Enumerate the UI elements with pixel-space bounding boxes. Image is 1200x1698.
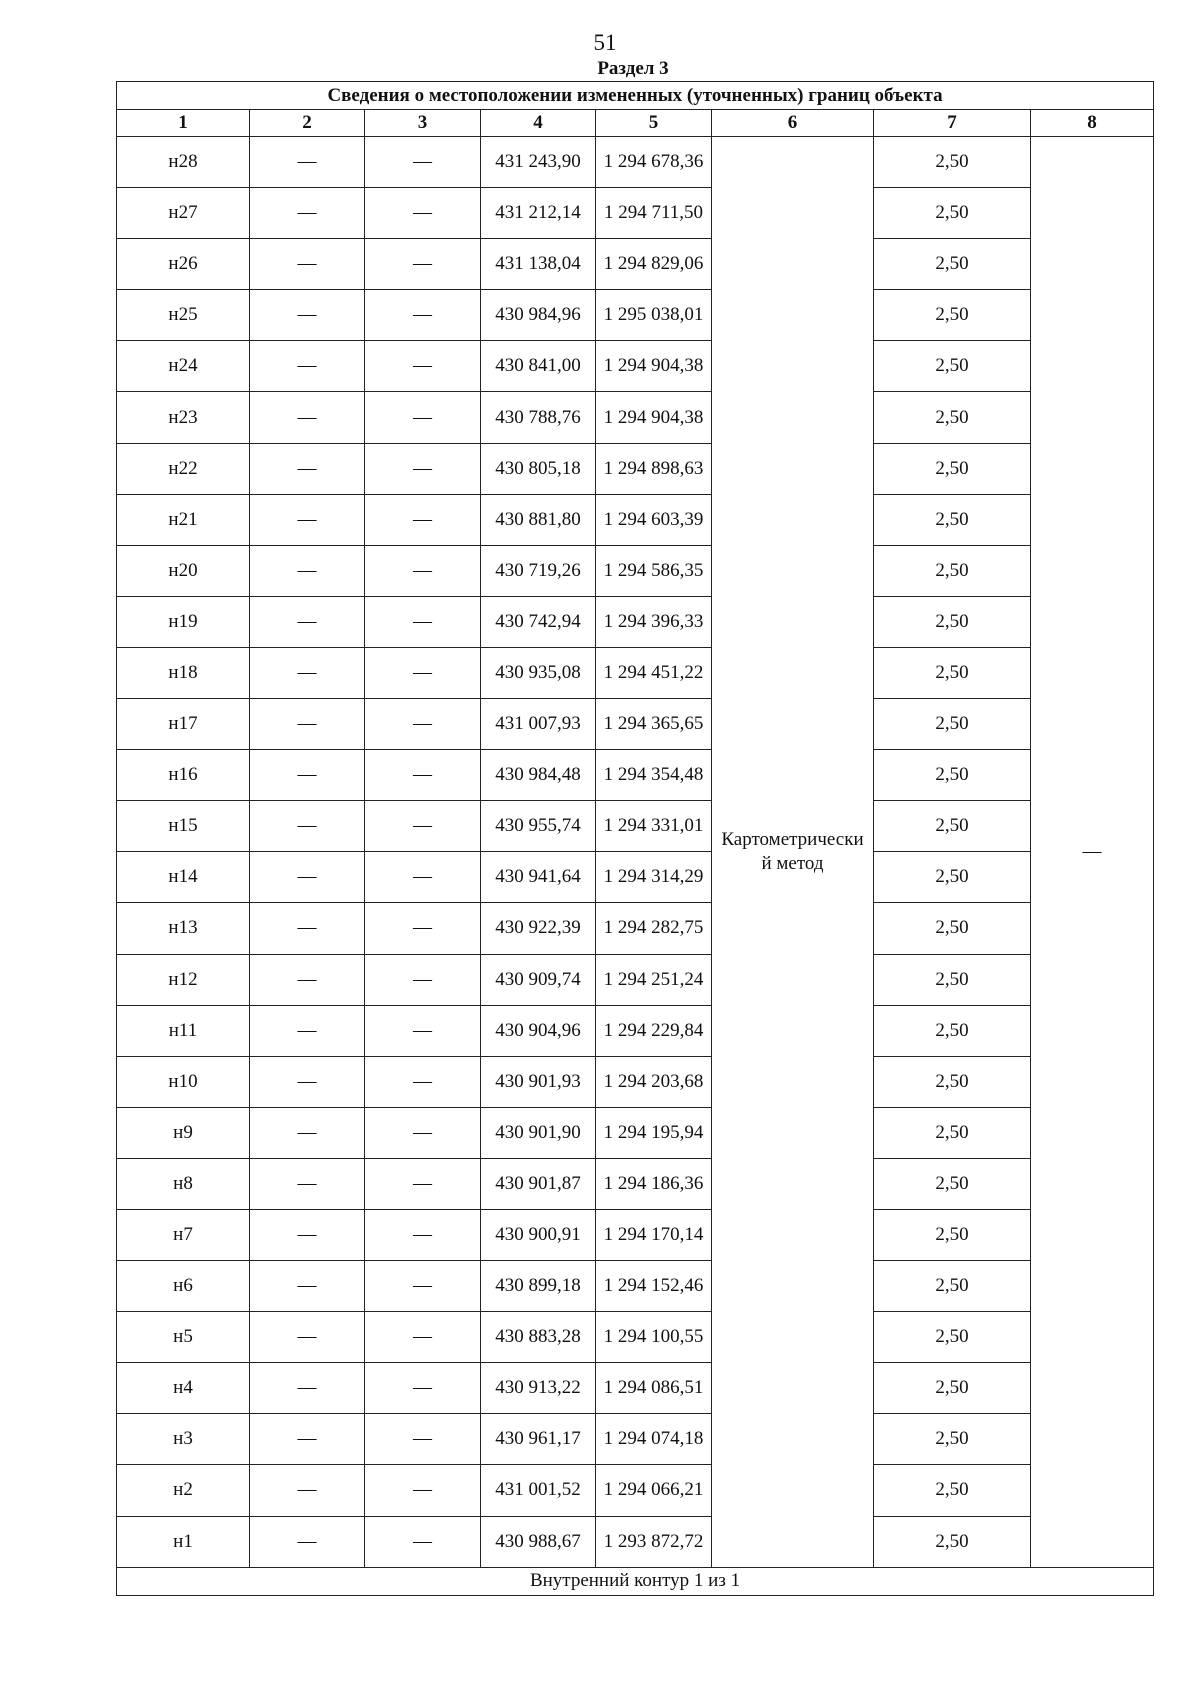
y-coordinate-cell: 1 294 829,06 [596,239,712,290]
point-name-cell: н9 [117,1107,250,1158]
point-name-cell: н3 [117,1414,250,1465]
y-coordinate-cell: 1 294 186,36 [596,1158,712,1209]
section-title: Раздел 3 [597,58,669,79]
col3-cell: — [365,341,481,392]
method-cell: Картометрически й метод [712,137,874,1568]
accuracy-cell: 2,50 [874,188,1031,239]
point-name-cell: н11 [117,1005,250,1056]
col2-cell: — [250,494,365,545]
accuracy-cell: 2,50 [874,699,1031,750]
point-name-cell: н27 [117,188,250,239]
accuracy-cell: 2,50 [874,852,1031,903]
y-coordinate-cell: 1 294 282,75 [596,903,712,954]
accuracy-cell: 2,50 [874,137,1031,188]
x-coordinate-cell: 430 941,64 [481,852,596,903]
x-coordinate-cell: 431 212,14 [481,188,596,239]
table-row [117,596,1154,647]
accuracy-cell: 2,50 [874,1414,1031,1465]
accuracy-cell: 2,50 [874,1465,1031,1516]
point-name-cell: н17 [117,699,250,750]
accuracy-cell: 2,50 [874,1107,1031,1158]
accuracy-cell: 2,50 [874,1312,1031,1363]
col2-cell: — [250,188,365,239]
x-coordinate-cell: 430 901,93 [481,1056,596,1107]
point-name-cell: н20 [117,545,250,596]
accuracy-cell: 2,50 [874,647,1031,698]
col2-cell: — [250,392,365,443]
col2-cell: — [250,750,365,801]
point-name-cell: н23 [117,392,250,443]
x-coordinate-cell: 430 841,00 [481,341,596,392]
point-name-cell: н10 [117,1056,250,1107]
table-row [117,341,1154,392]
x-coordinate-cell: 431 138,04 [481,239,596,290]
point-name-cell: н24 [117,341,250,392]
table-row [117,290,1154,341]
x-coordinate-cell: 430 742,94 [481,596,596,647]
table-footer: Внутренний контур 1 из 1 [117,1567,1154,1595]
accuracy-cell: 2,50 [874,341,1031,392]
col3-cell: — [365,699,481,750]
table-row [117,699,1154,750]
column-number-7: 7 [874,110,1031,137]
page-number: 51 [593,30,617,55]
col3-cell: — [365,1209,481,1260]
x-coordinate-cell: 431 007,93 [481,699,596,750]
point-name-cell: н13 [117,903,250,954]
column-number-4: 4 [481,110,596,137]
col3-cell: — [365,137,481,188]
column-number-row [117,110,1154,137]
x-coordinate-cell: 430 899,18 [481,1261,596,1312]
column-number-8: 8 [1031,110,1154,137]
table-row [117,188,1154,239]
col3-cell: — [365,750,481,801]
y-coordinate-cell: 1 294 229,84 [596,1005,712,1056]
col2-cell: — [250,443,365,494]
y-coordinate-cell: 1 294 074,18 [596,1414,712,1465]
col3-cell: — [365,954,481,1005]
table-row [117,1414,1154,1465]
col3-cell: — [365,1005,481,1056]
point-name-cell: н16 [117,750,250,801]
col2-cell: — [250,1363,365,1414]
x-coordinate-cell: 430 788,76 [481,392,596,443]
y-coordinate-cell: 1 294 100,55 [596,1312,712,1363]
accuracy-cell: 2,50 [874,392,1031,443]
table-row [117,1107,1154,1158]
x-coordinate-cell: 430 913,22 [481,1363,596,1414]
col2-cell: — [250,903,365,954]
y-coordinate-cell: 1 294 152,46 [596,1261,712,1312]
x-coordinate-cell: 430 900,91 [481,1209,596,1260]
col2-cell: — [250,1414,365,1465]
x-coordinate-cell: 430 922,39 [481,903,596,954]
col2-cell: — [250,1465,365,1516]
col2-cell: — [250,1312,365,1363]
table-row [117,1005,1154,1056]
table-row [117,1516,1154,1567]
y-coordinate-cell: 1 294 331,01 [596,801,712,852]
col3-cell: — [365,1158,481,1209]
y-coordinate-cell: 1 294 603,39 [596,494,712,545]
y-coordinate-cell: 1 294 904,38 [596,392,712,443]
y-coordinate-cell: 1 294 904,38 [596,341,712,392]
table-row [117,1363,1154,1414]
x-coordinate-cell: 430 719,26 [481,545,596,596]
point-name-cell: н1 [117,1516,250,1567]
column-number-1: 1 [117,110,250,137]
accuracy-cell: 2,50 [874,239,1031,290]
point-name-cell: н25 [117,290,250,341]
x-coordinate-cell: 430 805,18 [481,443,596,494]
column-number-6: 6 [712,110,874,137]
col3-cell: — [365,392,481,443]
x-coordinate-cell: 430 881,80 [481,494,596,545]
accuracy-cell: 2,50 [874,801,1031,852]
x-coordinate-cell: 430 909,74 [481,954,596,1005]
col3-cell: — [365,239,481,290]
x-coordinate-cell: 430 901,87 [481,1158,596,1209]
table-row [117,443,1154,494]
x-coordinate-cell: 430 984,96 [481,290,596,341]
col3-cell: — [365,1056,481,1107]
table-row [117,239,1154,290]
y-coordinate-cell: 1 293 872,72 [596,1516,712,1567]
col2-cell: — [250,954,365,1005]
table-row [117,954,1154,1005]
y-coordinate-cell: 1 294 365,65 [596,699,712,750]
table-row [117,1209,1154,1260]
table-row [117,647,1154,698]
table-row [117,1056,1154,1107]
col3-cell: — [365,1363,481,1414]
col3-cell: — [365,443,481,494]
col3-cell: — [365,1516,481,1567]
col3-cell: — [365,801,481,852]
x-coordinate-cell: 431 243,90 [481,137,596,188]
col3-cell: — [365,188,481,239]
y-coordinate-cell: 1 295 038,01 [596,290,712,341]
table-row [117,1312,1154,1363]
col2-cell: — [250,1209,365,1260]
col2-cell: — [250,290,365,341]
accuracy-cell: 2,50 [874,1056,1031,1107]
y-coordinate-cell: 1 294 586,35 [596,545,712,596]
point-name-cell: н22 [117,443,250,494]
point-name-cell: н14 [117,852,250,903]
table-row [117,852,1154,903]
table-row [117,1158,1154,1209]
col2-cell: — [250,1107,365,1158]
x-coordinate-cell: 431 001,52 [481,1465,596,1516]
x-coordinate-cell: 430 955,74 [481,801,596,852]
accuracy-cell: 2,50 [874,1261,1031,1312]
col2-cell: — [250,137,365,188]
col2-cell: — [250,1056,365,1107]
table-row [117,392,1154,443]
x-coordinate-cell: 430 901,90 [481,1107,596,1158]
point-name-cell: н12 [117,954,250,1005]
point-name-cell: н15 [117,801,250,852]
point-name-cell: н28 [117,137,250,188]
table-row [117,494,1154,545]
y-coordinate-cell: 1 294 678,36 [596,137,712,188]
col3-cell: — [365,494,481,545]
table-row [117,1261,1154,1312]
y-coordinate-cell: 1 294 066,21 [596,1465,712,1516]
accuracy-cell: 2,50 [874,750,1031,801]
col2-cell: — [250,852,365,903]
accuracy-cell: 2,50 [874,1516,1031,1567]
point-name-cell: н19 [117,596,250,647]
col3-cell: — [365,1261,481,1312]
column-number-3: 3 [365,110,481,137]
accuracy-cell: 2,50 [874,494,1031,545]
col3-cell: — [365,1465,481,1516]
point-name-cell: н5 [117,1312,250,1363]
col2-cell: — [250,1158,365,1209]
table-title: Сведения о местоположении измененных (уточненных) границ объекта [117,82,1154,110]
col3-cell: — [365,290,481,341]
accuracy-cell: 2,50 [874,290,1031,341]
x-coordinate-cell: 430 984,48 [481,750,596,801]
accuracy-cell: 2,50 [874,1005,1031,1056]
table-row [117,137,1154,188]
col3-cell: — [365,1107,481,1158]
col2-cell: — [250,596,365,647]
point-name-cell: н26 [117,239,250,290]
y-coordinate-cell: 1 294 711,50 [596,188,712,239]
point-name-cell: н21 [117,494,250,545]
x-coordinate-cell: 430 904,96 [481,1005,596,1056]
accuracy-cell: 2,50 [874,1209,1031,1260]
accuracy-cell: 2,50 [874,1363,1031,1414]
x-coordinate-cell: 430 961,17 [481,1414,596,1465]
point-name-cell: н2 [117,1465,250,1516]
y-coordinate-cell: 1 294 170,14 [596,1209,712,1260]
y-coordinate-cell: 1 294 451,22 [596,647,712,698]
col2-cell: — [250,545,365,596]
accuracy-cell: 2,50 [874,954,1031,1005]
x-coordinate-cell: 430 883,28 [481,1312,596,1363]
point-name-cell: н4 [117,1363,250,1414]
table-body [117,137,1154,1568]
accuracy-cell: 2,50 [874,1158,1031,1209]
col2-cell: — [250,801,365,852]
accuracy-cell: 2,50 [874,545,1031,596]
col8-cell: — [1031,137,1154,1568]
y-coordinate-cell: 1 294 195,94 [596,1107,712,1158]
point-name-cell: н18 [117,647,250,698]
y-coordinate-cell: 1 294 314,29 [596,852,712,903]
y-coordinate-cell: 1 294 354,48 [596,750,712,801]
table-row [117,903,1154,954]
point-name-cell: н8 [117,1158,250,1209]
col3-cell: — [365,903,481,954]
col2-cell: — [250,1516,365,1567]
boundary-coordinates-table [116,81,1154,1596]
column-number-2: 2 [250,110,365,137]
x-coordinate-cell: 430 935,08 [481,647,596,698]
col2-cell: — [250,1005,365,1056]
table-row [117,750,1154,801]
accuracy-cell: 2,50 [874,903,1031,954]
col3-cell: — [365,852,481,903]
point-name-cell: н7 [117,1209,250,1260]
col2-cell: — [250,1261,365,1312]
col3-cell: — [365,1414,481,1465]
col3-cell: — [365,545,481,596]
y-coordinate-cell: 1 294 086,51 [596,1363,712,1414]
col3-cell: — [365,596,481,647]
col2-cell: — [250,699,365,750]
col2-cell: — [250,239,365,290]
column-number-5: 5 [596,110,712,137]
y-coordinate-cell: 1 294 898,63 [596,443,712,494]
accuracy-cell: 2,50 [874,443,1031,494]
accuracy-cell: 2,50 [874,596,1031,647]
point-name-cell: н6 [117,1261,250,1312]
y-coordinate-cell: 1 294 251,24 [596,954,712,1005]
table-row [117,801,1154,852]
col2-cell: — [250,341,365,392]
col3-cell: — [365,1312,481,1363]
x-coordinate-cell: 430 988,67 [481,1516,596,1567]
y-coordinate-cell: 1 294 203,68 [596,1056,712,1107]
table-row [117,1465,1154,1516]
table-row [117,545,1154,596]
col2-cell: — [250,647,365,698]
col3-cell: — [365,647,481,698]
y-coordinate-cell: 1 294 396,33 [596,596,712,647]
